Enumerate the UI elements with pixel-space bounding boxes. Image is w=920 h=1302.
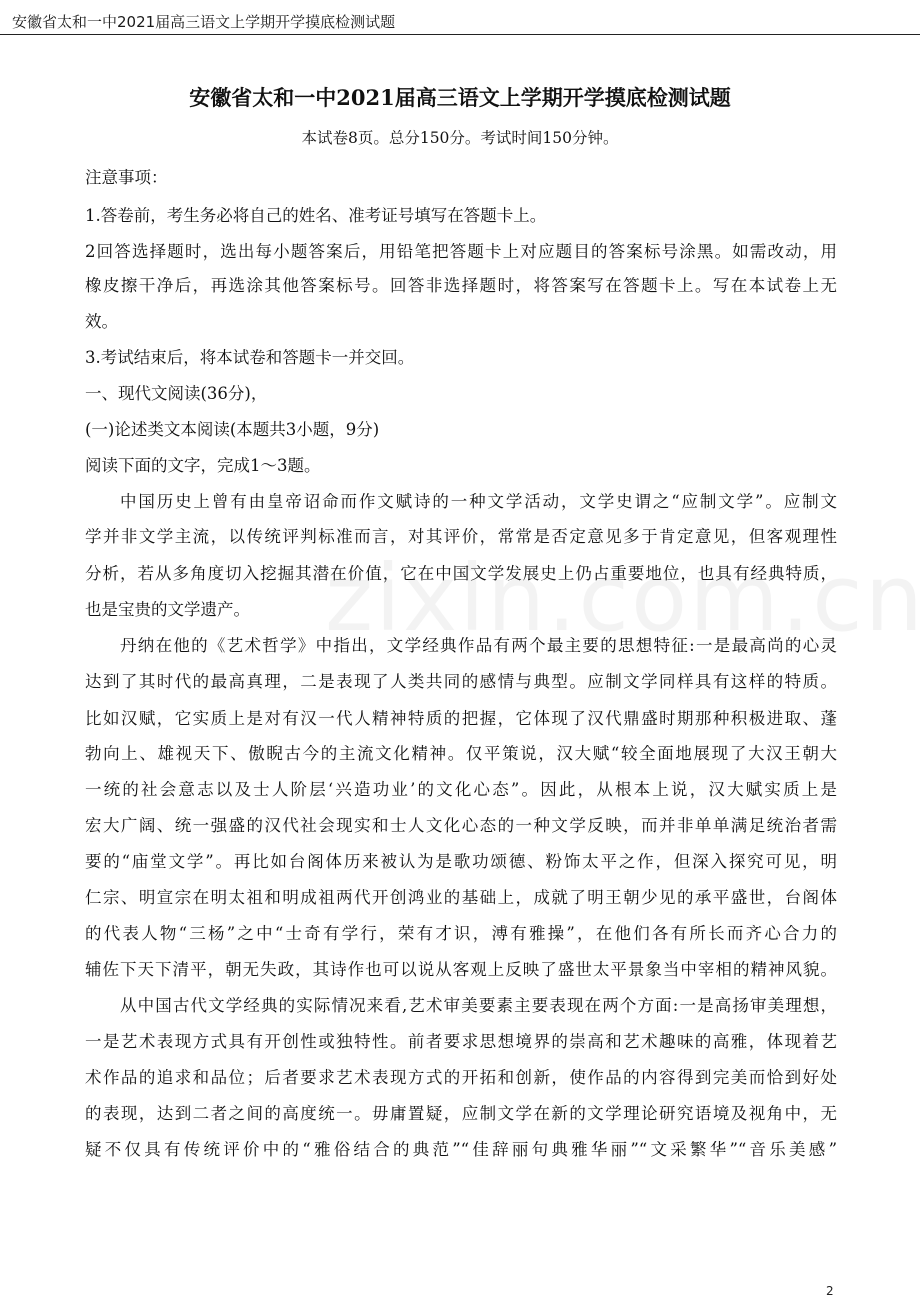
paragraph-line: 疑不仅具有传统评价中的“雅俗结合的典范”“佳辞丽句典雅华丽”“文采繁华”“音乐美感” xyxy=(85,1140,837,1159)
paragraph-line: 的代表人物“三杨”之中“士奇有学行，荣有才识，溥有雅操”，在他们各有所长而齐心合力的 xyxy=(85,924,837,943)
paragraph-line: 从中国古代文学经典的实际情况来看,艺术审美要素主要表现在两个方面:一是高扬审美理想， xyxy=(120,996,837,1015)
notice-item-2-end: 效。 xyxy=(85,312,118,331)
paragraph-line: 宏大广阔、统一强盛的汉代社会现实和士人文化心态的一种文学反映，而并非单单满足统治者需 xyxy=(85,816,837,835)
subsection-heading: (一)论述类文本阅读(本题共3小题，9分) xyxy=(85,420,380,439)
paragraph-line: 一是艺术表现方式具有开创性或独特性。前者要求思想境界的崇高和艺术趣味的高雅，体现着艺 xyxy=(85,1032,837,1051)
header-title: 安徽省太和一中2021届高三语文上学期开学摸底检测试题 xyxy=(12,13,396,31)
document-title: 安徽省太和一中2021届高三语文上学期开学摸底检测试题 xyxy=(189,85,731,110)
paragraph-line: 辅佐下天下清平，朝无失政，其诗作也可以说从客观上反映了盛世太平景象当中宰相的精神风貌。 xyxy=(85,960,837,979)
reading-instruction: 阅读下面的文字，完成1～3题。 xyxy=(85,456,321,475)
notice-item-1: 1.答卷前，考生务必将自己的姓名、准考证号填写在答题卡上。 xyxy=(85,206,547,225)
paragraph-line: 达到了其时代的最高真理，二是表现了人类共同的感情与典型。应制文学同样具有这样的特质。 xyxy=(85,672,837,691)
paragraph-line: 丹纳在他的《艺术哲学》中指出，文学经典作品有两个最主要的思想特征:一是最高尚的心灵 xyxy=(120,636,837,655)
paragraph-line: 的表现，达到二者之间的高度统一。毋庸置疑，应制文学在新的文学理论研究语境及视角中，无 xyxy=(85,1104,837,1123)
paragraph-line: 学并非文学主流，以传统评判标准而言，对其评价，常常是否定意见多于肯定意见，但客观理性 xyxy=(85,527,837,546)
paragraph-line: 比如汉赋，它实质上是对有汉一代人精神特质的把握，它体现了汉代鼎盛时期那种积极进取、蓬 xyxy=(85,709,837,728)
paragraph-line: 也是宝贵的文学遗产。 xyxy=(85,600,250,619)
paragraph-line: 勃向上、雄视天下、傲睨古今的主流文化精神。仅平策说，汉大赋“较全面地展现了大汉王朝大 xyxy=(85,744,837,763)
paragraph-line: 中国历史上曾有由皇帝诏命而作文赋诗的一种文学活动，文学史谓之“应制文学”。应制文 xyxy=(120,492,837,511)
notice-item-3: 3.考试结束后，将本试卷和答题卡一并交回。 xyxy=(85,348,415,367)
notice-item-2: 2回答选择题时，选出每小题答案后，用铅笔把答题卡上对应题目的答案标号涂黑。如需改动，用 xyxy=(85,242,837,261)
section-heading: 一、现代文阅读(36分)， xyxy=(85,384,268,403)
notice-item-2-cont: 橡皮擦干净后，再选涂其他答案标号。回答非选择题时，将答案写在答题卡上。写在本试卷上无 xyxy=(85,276,837,295)
paragraph-line: 一统的社会意志以及士人阶层‘兴造功业’的文化心态”。因此，从根本上说，汉大赋实质上是 xyxy=(85,780,837,799)
notice-heading: 注意事项： xyxy=(85,168,168,187)
paragraph-line: 分析，若从多角度切入挖掘其潜在价值，它在中国文学发展史上仍占重要地位，也具有经典特质， xyxy=(85,564,837,583)
page-number: 2 xyxy=(826,1284,834,1298)
paragraph-line: 仁宗、明宣宗在明太祖和明成祖两代开创鸿业的基础上，成就了明王朝少见的承平盛世，台阁体 xyxy=(85,888,837,907)
paragraph-line: 术作品的追求和品位；后者要求艺术表现方式的开拓和创新，使作品的内容得到完美而恰到好处 xyxy=(85,1068,837,1087)
paragraph-line: 要的“庙堂文学”。再比如台阁体历来被认为是歌功颂德、粉饰太平之作，但深入探究可见，明 xyxy=(85,852,837,871)
document-subtitle: 本试卷8页。总分150分。考试时间150分钟。 xyxy=(301,129,619,147)
